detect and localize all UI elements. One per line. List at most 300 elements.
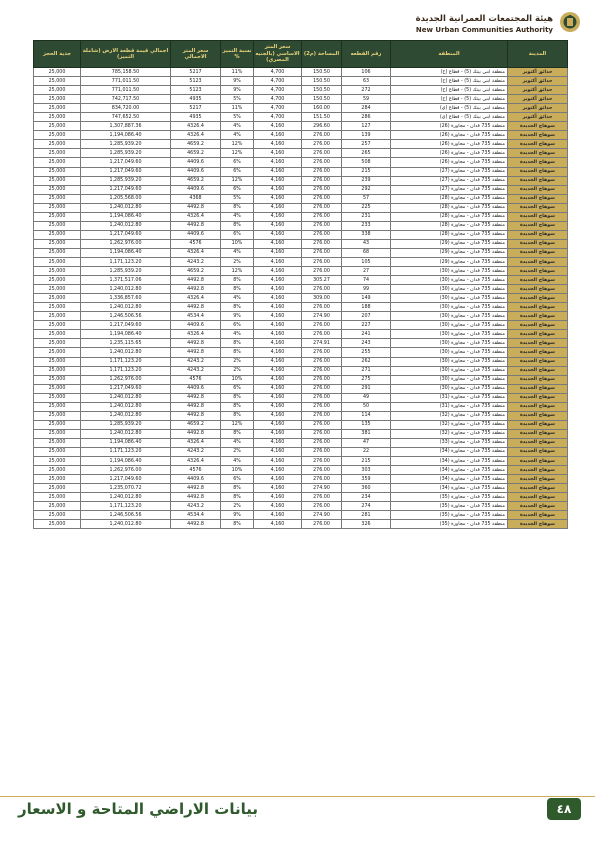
table-cell: 4% <box>221 131 254 140</box>
table-cell: 6% <box>221 321 254 330</box>
table-cell: 359 <box>342 475 391 484</box>
city-cell: سوهاج الجديدة <box>508 149 568 158</box>
table-cell: 1,262,976.00 <box>81 239 171 248</box>
zone-cell: منطقة 735 فدان - مجاورة (30) <box>391 375 508 384</box>
table-cell: 1,171,123.20 <box>81 357 171 366</box>
table-cell: 276.00 <box>302 438 342 447</box>
table-cell: 1,171,123.20 <box>81 447 171 456</box>
table-cell: 1,246,506.56 <box>81 511 171 520</box>
authority-name-arabic: هيئة المجتمعات العمرانية الجديدة <box>415 14 553 24</box>
table-cell: 4492.8 <box>171 411 221 420</box>
table-cell: 6% <box>221 158 254 167</box>
table-cell: 4935 <box>171 113 221 122</box>
table-cell: 1,217,049.60 <box>81 321 171 330</box>
table-row <box>34 285 568 294</box>
table-cell: 8% <box>221 411 254 420</box>
table-cell: 1,171,123.20 <box>81 502 171 511</box>
table-cell: 4,160 <box>254 348 302 357</box>
table-cell: 2% <box>221 502 254 511</box>
table-cell: 276.00 <box>302 203 342 212</box>
table-cell: 4,160 <box>254 185 302 194</box>
table-cell: 239 <box>342 176 391 185</box>
table-cell: 4,160 <box>254 438 302 447</box>
table-cell: 25,000 <box>34 457 81 466</box>
zone-cell: منطقة 735 فدان - مجاورة (30) <box>391 276 508 285</box>
zone-cell: منطقة 735 فدان - مجاورة (26) <box>391 149 508 158</box>
table-cell: 4492.8 <box>171 402 221 411</box>
table-row <box>34 348 568 357</box>
table-cell: 291 <box>342 384 391 393</box>
table-cell: 9% <box>221 312 254 321</box>
table-cell: 150.50 <box>302 68 342 77</box>
table-cell: 2% <box>221 357 254 366</box>
table-cell: 4,160 <box>254 158 302 167</box>
table-cell: 4,160 <box>254 149 302 158</box>
table-cell: 25,000 <box>34 511 81 520</box>
city-cell: سوهاج الجديدة <box>508 339 568 348</box>
table-cell: 276.00 <box>302 167 342 176</box>
table-cell: 276.00 <box>302 194 342 203</box>
table-cell: 276.00 <box>302 384 342 393</box>
table-row <box>34 457 568 466</box>
city-cell: سوهاج الجديدة <box>508 438 568 447</box>
table-cell: 25,000 <box>34 185 81 194</box>
table-row <box>34 95 568 104</box>
table-cell: 150.50 <box>302 77 342 86</box>
table-cell: 1,171,123.20 <box>81 257 171 266</box>
table-cell: 4,160 <box>254 285 302 294</box>
table-cell: 4,700 <box>254 95 302 104</box>
table-cell: 6% <box>221 185 254 194</box>
table-row <box>34 438 568 447</box>
table-row <box>34 104 568 113</box>
table-cell: 25,000 <box>34 493 81 502</box>
table-cell: 4659.2 <box>171 149 221 158</box>
zone-cell: منطقة 735 فدان - مجاورة (32) <box>391 429 508 438</box>
table-cell: 305.27 <box>302 276 342 285</box>
table-cell: 4,160 <box>254 384 302 393</box>
city-cell: حدائق أكتوبر <box>508 113 568 122</box>
table-cell: 1,235,115.65 <box>81 339 171 348</box>
table-row <box>34 339 568 348</box>
table-cell: 4659.2 <box>171 140 221 149</box>
table-cell: 1,194,086.40 <box>81 438 171 447</box>
table-cell: 1,194,086.40 <box>81 457 171 466</box>
table-row <box>34 366 568 375</box>
table-cell: 338 <box>342 230 391 239</box>
table-cell: 281 <box>342 511 391 520</box>
city-cell: سوهاج الجديدة <box>508 122 568 131</box>
table-cell: 25,000 <box>34 366 81 375</box>
table-cell: 22 <box>342 447 391 456</box>
table-cell: 10% <box>221 375 254 384</box>
table-cell: 4492.8 <box>171 339 221 348</box>
table-row <box>34 294 568 303</box>
table-cell: 4,160 <box>254 248 302 257</box>
table-cell: 25,000 <box>34 303 81 312</box>
table-cell: 326 <box>342 520 391 529</box>
table-cell: 1,205,568.00 <box>81 194 171 203</box>
table-cell: 276.00 <box>302 330 342 339</box>
table-cell: 4,160 <box>254 420 302 429</box>
table-cell: 99 <box>342 285 391 294</box>
table-cell: 4% <box>221 330 254 339</box>
table-cell: 276.00 <box>302 357 342 366</box>
table-cell: 785,158.50 <box>81 68 171 77</box>
city-cell: سوهاج الجديدة <box>508 411 568 420</box>
table-row <box>34 122 568 131</box>
table-cell: 12% <box>221 176 254 185</box>
table-cell: 508 <box>342 158 391 167</box>
table-cell: 8% <box>221 203 254 212</box>
table-cell: 771,011.50 <box>81 86 171 95</box>
table-row <box>34 502 568 511</box>
table-cell: 4326.4 <box>171 330 221 339</box>
city-cell: سوهاج الجديدة <box>508 221 568 230</box>
table-cell: 4326.4 <box>171 131 221 140</box>
table-cell: 4,160 <box>254 511 302 520</box>
city-cell: سوهاج الجديدة <box>508 131 568 140</box>
table-cell: 25,000 <box>34 158 81 167</box>
table-cell: 276.00 <box>302 475 342 484</box>
table-cell: 274 <box>342 502 391 511</box>
table-cell: 11% <box>221 104 254 113</box>
table-cell: 25,000 <box>34 221 81 230</box>
table-cell: 4368 <box>171 194 221 203</box>
table-cell: 4576 <box>171 466 221 475</box>
table-cell: 276.00 <box>302 149 342 158</box>
table-cell: 4% <box>221 212 254 221</box>
table-cell: 4659.2 <box>171 267 221 276</box>
table-cell: 1,240,012.80 <box>81 493 171 502</box>
table-cell: 4409.6 <box>171 384 221 393</box>
table-cell: 1,171,123.20 <box>81 366 171 375</box>
table-cell: 8% <box>221 493 254 502</box>
table-cell: 4,160 <box>254 330 302 339</box>
table-row <box>34 248 568 257</box>
table-cell: 275 <box>342 375 391 384</box>
table-cell: 43 <box>342 239 391 248</box>
table-cell: 276.00 <box>302 158 342 167</box>
table-cell: 11% <box>221 68 254 77</box>
table-cell: 276.00 <box>302 131 342 140</box>
table-cell: 1,217,049.60 <box>81 230 171 239</box>
table-cell: 4,160 <box>254 339 302 348</box>
table-cell: 1,240,012.80 <box>81 221 171 230</box>
table-cell: 4243.2 <box>171 257 221 266</box>
table-cell: 274.90 <box>302 484 342 493</box>
table-row <box>34 77 568 86</box>
table-cell: 2% <box>221 257 254 266</box>
table-cell: 4492.8 <box>171 493 221 502</box>
table-cell: 233 <box>342 221 391 230</box>
table-cell: 25,000 <box>34 502 81 511</box>
zone-cell: منطقة 735 فدان - مجاورة (33) <box>391 438 508 447</box>
table-cell: 276.00 <box>302 502 342 511</box>
table-cell: 276.00 <box>302 348 342 357</box>
table-cell: 276.00 <box>302 466 342 475</box>
table-cell: 4659.2 <box>171 176 221 185</box>
table-cell: 6% <box>221 230 254 239</box>
table-row <box>34 176 568 185</box>
city-cell: سوهاج الجديدة <box>508 140 568 149</box>
table-row <box>34 312 568 321</box>
table-cell: 4243.2 <box>171 357 221 366</box>
table-cell: 127 <box>342 122 391 131</box>
table-cell: 25,000 <box>34 402 81 411</box>
table-cell: 4,160 <box>254 493 302 502</box>
table-cell: 276.00 <box>302 447 342 456</box>
table-row <box>34 393 568 402</box>
table-cell: 74 <box>342 276 391 285</box>
city-cell: حدائق أكتوبر <box>508 68 568 77</box>
table-body <box>34 68 568 529</box>
column-header: جدية الحجز <box>34 41 81 68</box>
zone-cell: منطقة 735 فدان - مجاورة (26) <box>391 131 508 140</box>
table-cell: 276.00 <box>302 402 342 411</box>
table-cell: 4935 <box>171 95 221 104</box>
table-cell: 4,700 <box>254 113 302 122</box>
zone-cell: منطقة 735 فدان - مجاورة (26) <box>391 122 508 131</box>
zone-cell: منطقة 735 فدان - مجاورة (30) <box>391 384 508 393</box>
table-cell: 25,000 <box>34 104 81 113</box>
table-cell: 6% <box>221 475 254 484</box>
table-cell: 25,000 <box>34 484 81 493</box>
table-row <box>34 203 568 212</box>
city-cell: سوهاج الجديدة <box>508 176 568 185</box>
table-cell: 4326.4 <box>171 248 221 257</box>
table-cell: 4409.6 <box>171 167 221 176</box>
table-cell: 274.90 <box>302 511 342 520</box>
city-cell: سوهاج الجديدة <box>508 185 568 194</box>
table-cell: 292 <box>342 185 391 194</box>
table-cell: 4,160 <box>254 239 302 248</box>
table-cell: 47 <box>342 438 391 447</box>
table-cell: 151.50 <box>302 113 342 122</box>
column-header: رقم القطعه <box>342 41 391 68</box>
table-row <box>34 167 568 176</box>
table-cell: 4,160 <box>254 230 302 239</box>
zone-cell: منطقة 735 فدان - مجاورة (27) <box>391 167 508 176</box>
table-cell: 25,000 <box>34 411 81 420</box>
table-cell: 25,000 <box>34 68 81 77</box>
table-cell: 25,000 <box>34 393 81 402</box>
table-row <box>34 466 568 475</box>
table-cell: 262 <box>342 357 391 366</box>
city-cell: حدائق أكتوبر <box>508 86 568 95</box>
table-row <box>34 511 568 520</box>
table-cell: 4409.6 <box>171 321 221 330</box>
table-cell: 12% <box>221 149 254 158</box>
table-cell: 243 <box>342 339 391 348</box>
table-cell: 59 <box>342 95 391 104</box>
column-header: المنطقة <box>391 41 508 68</box>
table-cell: 4492.8 <box>171 348 221 357</box>
table-cell: 4,160 <box>254 276 302 285</box>
table-cell: 57 <box>342 194 391 203</box>
table-cell: 8% <box>221 221 254 230</box>
table-cell: 25,000 <box>34 520 81 529</box>
table-cell: 1,217,049.60 <box>81 185 171 194</box>
table-cell: 5% <box>221 194 254 203</box>
zone-cell: منطقة 735 فدان - مجاورة (28) <box>391 194 508 203</box>
table-cell: 4492.8 <box>171 285 221 294</box>
table-row <box>34 158 568 167</box>
table-cell: 9% <box>221 511 254 520</box>
table-cell: 274.91 <box>302 339 342 348</box>
table-cell: 25,000 <box>34 384 81 393</box>
table-cell: 25,000 <box>34 167 81 176</box>
zone-cell: منطقة 735 فدان - مجاورة (30) <box>391 321 508 330</box>
city-cell: سوهاج الجديدة <box>508 239 568 248</box>
table-cell: 25,000 <box>34 131 81 140</box>
table-cell: 4,160 <box>254 176 302 185</box>
table-row <box>34 475 568 484</box>
table-cell: 747,652.50 <box>81 113 171 122</box>
table-cell: 25,000 <box>34 113 81 122</box>
table-cell: 834,720.00 <box>81 104 171 113</box>
table-cell: 1,307,887.36 <box>81 122 171 131</box>
table-cell: 381 <box>342 429 391 438</box>
table-cell: 8% <box>221 484 254 493</box>
table-cell: 276.00 <box>302 140 342 149</box>
city-cell: سوهاج الجديدة <box>508 321 568 330</box>
table-cell: 4,160 <box>254 429 302 438</box>
table-cell: 1,262,976.00 <box>81 466 171 475</box>
zone-cell: منطقة ابني بيتك (5) - قطاع (ي) <box>391 104 508 113</box>
table-cell: 4% <box>221 457 254 466</box>
table-cell: 4,160 <box>254 140 302 149</box>
table-cell: 4534.4 <box>171 312 221 321</box>
table-cell: 4% <box>221 122 254 131</box>
table-cell: 4,160 <box>254 221 302 230</box>
zone-cell: منطقة 735 فدان - مجاورة (30) <box>391 357 508 366</box>
table-cell: 25,000 <box>34 194 81 203</box>
table-cell: 150.50 <box>302 95 342 104</box>
column-header: المساحة (م2) <box>302 41 342 68</box>
table-cell: 276.00 <box>302 230 342 239</box>
city-cell: سوهاج الجديدة <box>508 366 568 375</box>
table-cell: 1,285,939.20 <box>81 420 171 429</box>
zone-cell: منطقة 735 فدان - مجاورة (34) <box>391 475 508 484</box>
table-cell: 276.00 <box>302 393 342 402</box>
table-cell: 4534.4 <box>171 511 221 520</box>
table-row <box>34 194 568 203</box>
table-cell: 4,160 <box>254 475 302 484</box>
zone-cell: منطقة 735 فدان - مجاورة (30) <box>391 339 508 348</box>
table-cell: 5217 <box>171 104 221 113</box>
table-cell: 135 <box>342 420 391 429</box>
table-row <box>34 447 568 456</box>
zone-cell: منطقة 735 فدان - مجاورة (30) <box>391 366 508 375</box>
table-cell: 207 <box>342 312 391 321</box>
table-cell: 215 <box>342 457 391 466</box>
table-cell: 25,000 <box>34 276 81 285</box>
city-cell: سوهاج الجديدة <box>508 348 568 357</box>
table-cell: 1,240,012.80 <box>81 285 171 294</box>
table-cell: 8% <box>221 393 254 402</box>
table-cell: 25,000 <box>34 330 81 339</box>
table-row <box>34 520 568 529</box>
table-cell: 5% <box>221 95 254 104</box>
city-cell: سوهاج الجديدة <box>508 294 568 303</box>
table-cell: 286 <box>342 113 391 122</box>
table-cell: 25,000 <box>34 312 81 321</box>
authority-name-english: New Urban Communities Authority <box>415 26 553 34</box>
table-cell: 4,160 <box>254 312 302 321</box>
city-cell: سوهاج الجديدة <box>508 212 568 221</box>
zone-cell: منطقة 735 فدان - مجاورة (26) <box>391 158 508 167</box>
table-cell: 4,700 <box>254 86 302 95</box>
table-cell: 12% <box>221 140 254 149</box>
zone-cell: منطقة 735 فدان - مجاورة (30) <box>391 285 508 294</box>
table-cell: 1,240,012.80 <box>81 203 171 212</box>
table-cell: 4,160 <box>254 502 302 511</box>
table-cell: 1,217,049.60 <box>81 167 171 176</box>
city-cell: سوهاج الجديدة <box>508 194 568 203</box>
table-cell: 4,160 <box>254 321 302 330</box>
zone-cell: منطقة 735 فدان - مجاورة (34) <box>391 466 508 475</box>
table-cell: 1,235,070.72 <box>81 484 171 493</box>
city-cell: سوهاج الجديدة <box>508 457 568 466</box>
table-cell: 276.00 <box>302 366 342 375</box>
zone-cell: منطقة 735 فدان - مجاورة (34) <box>391 457 508 466</box>
table-cell: 4,160 <box>254 294 302 303</box>
city-cell: سوهاج الجديدة <box>508 493 568 502</box>
city-cell: سوهاج الجديدة <box>508 375 568 384</box>
table-cell: 276.00 <box>302 221 342 230</box>
table-cell: 1,217,049.60 <box>81 158 171 167</box>
table-cell: 25,000 <box>34 248 81 257</box>
table-row <box>34 221 568 230</box>
table-cell: 4,700 <box>254 77 302 86</box>
zone-cell: منطقة 735 فدان - مجاورة (32) <box>391 411 508 420</box>
column-header: سعر المتر الاجمالي <box>171 41 221 68</box>
table-cell: 225 <box>342 203 391 212</box>
zone-cell: منطقة 735 فدان - مجاورة (35) <box>391 511 508 520</box>
table-cell: 25,000 <box>34 77 81 86</box>
city-cell: سوهاج الجديدة <box>508 285 568 294</box>
page-number-badge: ٤٨ <box>547 798 581 820</box>
city-cell: سوهاج الجديدة <box>508 267 568 276</box>
table-cell: 4,160 <box>254 194 302 203</box>
table-cell: 4,160 <box>254 411 302 420</box>
table-cell: 8% <box>221 402 254 411</box>
footer-title: بيانات الاراضي المتاحة و الاسعار <box>18 800 258 818</box>
zone-cell: منطقة 735 فدان - مجاورة (31) <box>391 402 508 411</box>
table-cell: 25,000 <box>34 447 81 456</box>
authority-logo-icon <box>559 10 581 34</box>
table-cell: 360 <box>342 484 391 493</box>
table-cell: 150.50 <box>302 86 342 95</box>
city-cell: سوهاج الجديدة <box>508 447 568 456</box>
table-cell: 25,000 <box>34 357 81 366</box>
table-cell: 4409.6 <box>171 230 221 239</box>
table-cell: 276.00 <box>302 493 342 502</box>
table-row <box>34 68 568 77</box>
table-row <box>34 429 568 438</box>
city-cell: سوهاج الجديدة <box>508 357 568 366</box>
table-cell: 1,262,976.00 <box>81 375 171 384</box>
table-cell: 4,160 <box>254 203 302 212</box>
table-cell: 1,240,012.80 <box>81 429 171 438</box>
table-cell: 1,194,086.40 <box>81 131 171 140</box>
zone-cell: منطقة 735 فدان - مجاورة (27) <box>391 185 508 194</box>
table-cell: 25,000 <box>34 267 81 276</box>
table-cell: 2% <box>221 447 254 456</box>
zone-cell: منطقة 735 فدان - مجاورة (35) <box>391 502 508 511</box>
city-cell: سوهاج الجديدة <box>508 484 568 493</box>
